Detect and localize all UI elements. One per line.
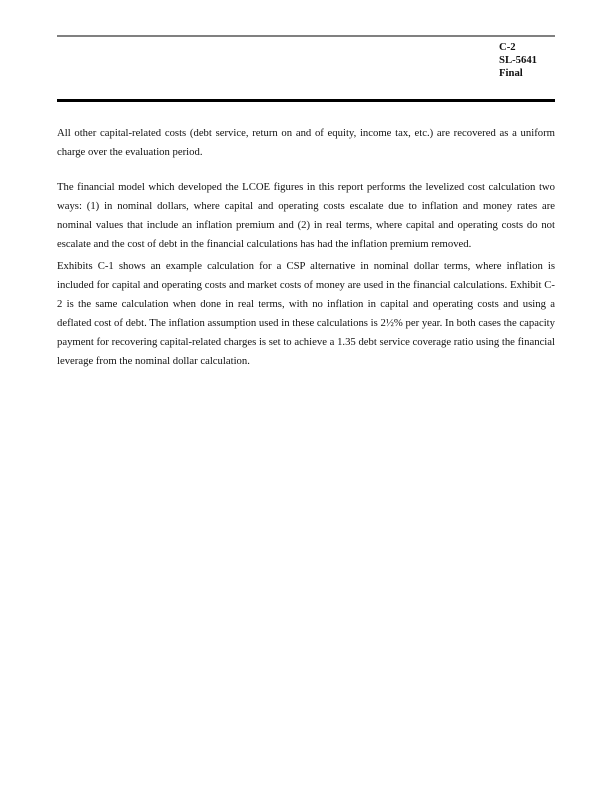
document-number: SL-5641: [499, 54, 538, 66]
page-header: [499, 41, 537, 80]
document-status: Final: [499, 67, 523, 79]
body-paragraph: All other capital-related costs (debt service, return on and of equity, income tax, etc.) are recovered as a uniform charge over the evaluation period.: [57, 127, 555, 158]
header-top-rule: [57, 35, 555, 37]
exhibit-label: C-2: [499, 41, 516, 53]
body-paragraph: Exhibits C-1 shows an example calculation for a CSP alternative in nominal dollar terms, where inflation is included for capital and operating costs and market costs of money are used in the financial calculations. Exhibit C-2 is the same calculation when done in real terms, with no inflation in capital and operating costs and using a deflated cost of debt. The inflation assumption used in these calculations is 2½% per year. In both cases the capacity payment for recovering capital-related charges is set to achieve a 1.35 debt service coverage ratio using the financial leverage from the nominal dollar calculation.: [57, 260, 555, 367]
body-paragraph: The financial model which developed the LCOE figures in this report performs the levelized cost calculation two ways: (1) in nominal dollars, where capital and operating costs escalate due to inflation and money rates are nominal values that include an inflation premium and (2) in real terms, where capital and operating costs do not escalate and the cost of debt in the financial calculations has had the inflation premium removed.: [57, 181, 555, 250]
header-bottom-rule: [57, 99, 555, 102]
